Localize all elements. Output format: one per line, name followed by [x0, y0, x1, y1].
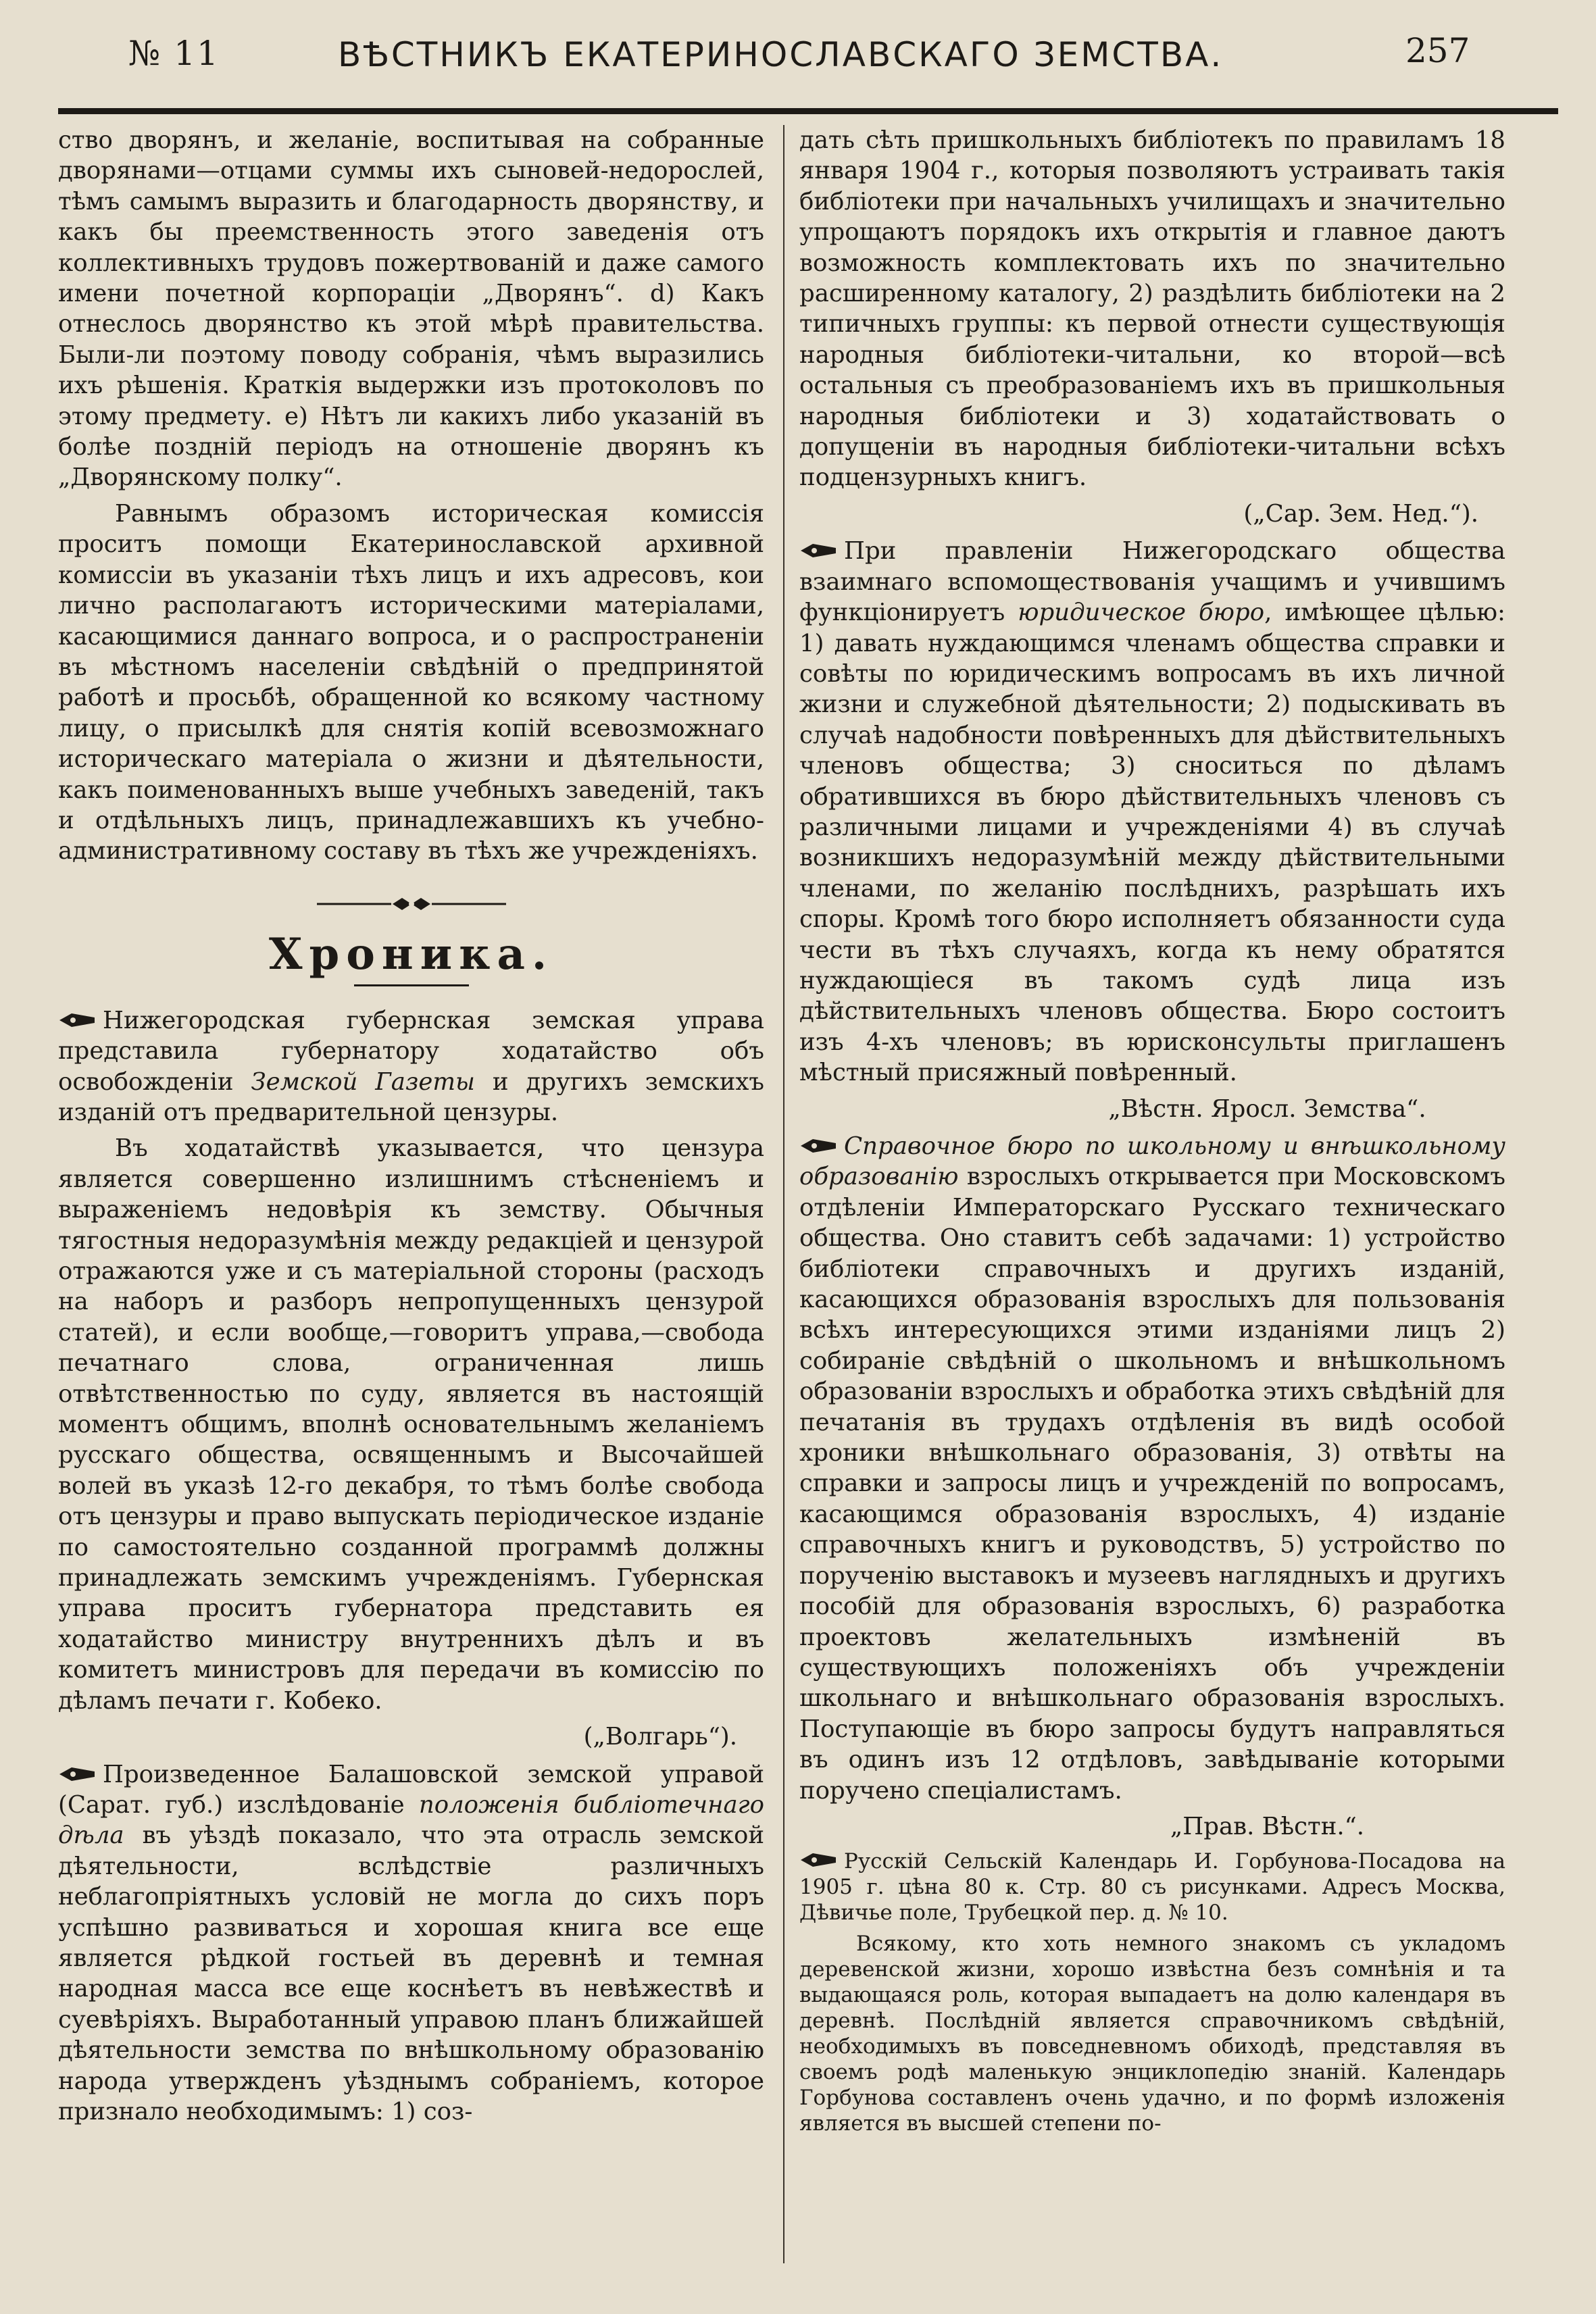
section-title: Хроника.	[268, 928, 554, 980]
pointing-hand-icon	[799, 1851, 837, 1869]
news-item-balashov	[58, 1759, 764, 2128]
news-text: Нижегородская губернская земская управа представила губернатору ходатайство объ освобожденіи	[58, 1006, 764, 1096]
news-text: въ уѣздѣ показало, что эта отрасль земской дѣятельности, вслѣдствіе различныхъ неблагопріятныхъ условій не могла до сихъ поръ успѣшно развиваться и хорошая книга все еще является рѣдкой гостьей въ деревнѣ и темная народная масса все еще коснѣетъ въ невѣжествѣ и суевѣріяхъ. Выработанный управою планъ ближайшей дѣятельности земства по внѣшкольному образованію народа утвержденъ уѣзднымъ собраніемъ, которое признало необходимымъ: 1) соз-	[58, 1821, 764, 2126]
news-emphasis: положенія библіотечнаго дѣла	[58, 1790, 764, 1850]
source-sar-zem-ned: („Сар. Зем. Нед.“).	[1243, 499, 1478, 528]
header-rule	[58, 108, 1558, 114]
calendar-review: Всякому, кто хоть немного знакомъ съ укладомъ деревенской жизни, хорошо извѣстна безъ сомнѣнія и та выдающаяся роль, которая выпадаетъ на долю календаря въ деревнѣ. Послѣдній является справочникомъ свѣдѣній, необходимыхъ въ повседневномъ обиходѣ, представляя въ своемъ родѣ маленькую энциклопедію знаній. Календарь Горбунова составленъ очень удачно, и по формѣ изложенія является въ высшей степени по-	[799, 1932, 1505, 2136]
news-emphasis: Земской Газеты	[251, 1067, 475, 1096]
news-item-nizhny-zemstvo	[58, 1005, 764, 1128]
source-prav-vestn: „Прав. Вѣстн.“.	[1170, 1812, 1365, 1840]
news-text: Произведенное Балашовской земской управой (Сарат. губ.) изслѣдованіе	[58, 1760, 764, 1819]
pointing-hand-icon	[799, 1136, 837, 1155]
issue-number: № 11	[128, 34, 220, 73]
section-title-rule	[354, 984, 469, 986]
journal-title: ВѢСТНИКЪ ЕКАТЕРИНОСЛАВСКАГО ЗЕМСТВА.	[338, 35, 1224, 74]
column-divider	[783, 125, 784, 2263]
news-text: , имѣющее цѣлью: 1) давать нуждающимся членамъ общества справки и совѣты по юридическимъ вопросамъ въ ихъ личной жизни и служебной дѣятельности; 2) подыскивать въ случаѣ надобности повѣренныхъ для дѣйствительныхъ членовъ общества; 3) сноситься по дѣламъ обратившихся въ бюро дѣйствительныхъ членовъ съ различными лицами и учрежденіями 4) въ случаѣ возникшихъ недоразумѣній между дѣйствительными членами, по желанію послѣднихъ, разрѣшать ихъ споры. Кромѣ того бюро исполняетъ обязанности суда чести въ тѣхъ случаяхъ, когда къ нему обратятся нуждающіеся въ такомъ судѣ лица изъ дѣйствительныхъ членовъ общества. Бюро состоитъ изъ 4-хъ членовъ; въ юрисконсульты приглашенъ мѣстный присяжный повѣренный.	[799, 599, 1505, 1087]
source-vestn-yarosl: „Вѣстн. Яросл. Земства“.	[1108, 1095, 1426, 1123]
section-ornament	[58, 894, 764, 914]
news-text: и другихъ земскихъ изданій отъ предварительной цензуры.	[58, 1067, 764, 1126]
left-column	[58, 125, 764, 2270]
pointing-hand-icon	[799, 541, 837, 560]
left-paragraph-2: Равнымъ образомъ историческая комиссія проситъ помощи Екатеринославской архивной комиссіи въ указаніи тѣхъ лицъ и ихъ адресовъ, кои лично располагаютъ историческими матеріалами, касающимися даннаго вопроса, и о распространеніи въ мѣстномъ населеніи свѣдѣній о предпринятой работѣ и просьбѣ, обращенной ко всякому частному лицу, о присылкѣ для снятія копій всевозможнаго историческаго матеріала о жизни и дѣятельности, какъ поименованныхъ выше учебныхъ заведеній, такъ и отдѣльныхъ лицъ, принадлежавшихъ къ учебно-административному составу въ тѣхъ же учрежденіяхъ.	[58, 499, 764, 865]
right-paragraph-1: дать сѣть пришкольныхъ библіотекъ по правиламъ 18 января 1904 г., которыя позволяютъ устраивать такія библіотеки при начальныхъ училищахъ и значительно упрощаютъ порядокъ ихъ открытія и главное даютъ возможность комплектовать ихъ по значительно расширенному каталогу, 2) раздѣлить библіотеки на 2 типичныхъ группы: къ первой отнести существующія народныя библіотеки-читальни, ко второй—всѣ остальныя съ преобразованіемъ ихъ въ пришкольныя народныя библіотеки и 3) ходатайствовать о допущеніи въ народныя библіотеки-читальни всѣхъ подцензурныхъ книгъ.	[799, 126, 1505, 492]
news-emphasis: Справочное бюро по школьному и внѣшкольному образованію	[799, 1132, 1505, 1191]
pointing-hand-icon	[58, 1765, 96, 1784]
news-text: Русскій Сельскій Календарь И. Горбунова-Посадова на 1905 г. цѣна 80 к. Стр. 80 съ рисунками. Адресъ Москва, Дѣвичье поле, Трубецкой пер. д. № 10.	[799, 1849, 1505, 1926]
news-emphasis: юридическое бюро	[1018, 599, 1265, 627]
right-column	[799, 125, 1505, 2270]
news-item-censorship: Въ ходатайствѣ указывается, что цензура является совершенно излишнимъ стѣсненіемъ и выраженіемъ недовѣрія къ земству. Обычныя тягостныя недоразумѣнія между редакціей и цензурой отражаются уже и съ матеріальной стороны (расходъ на наборъ и разборъ непропущенныхъ цензурой статей), и если вообще,—говоритъ управа,—свобода печатнаго слова, ограниченная лишь отвѣтственностью по суду, является въ настоящій моментъ общимъ, вполнѣ основательнымъ желаніемъ русскаго общества, освященнымъ и Высочайшей волей въ указѣ 12-го декабря, то тѣмъ болѣе свобода отъ цензуры и право выпускать періодическое изданіе по самостоятельно созданной программѣ должны принадлежать земскимъ учрежденіямъ. Губернская управа проситъ губернатора представить ея ходатайство министру внутреннихъ дѣлъ и въ комитетъ министровъ для передачи въ комиссію по дѣламъ печати г. Кобеко.	[58, 1134, 764, 1715]
source-volgar: („Волгарь“).	[583, 1723, 737, 1751]
news-item-reference-bureau	[799, 1131, 1505, 1806]
news-text: взрослыхъ открывается при Московскомъ отдѣленіи Императорскаго Русскаго техническаго общества. Оно ставитъ себѣ задачами: 1) устройство библіотеки справочныхъ и другихъ изданій, касающихся образованія взрослыхъ для пользованія всѣхъ интересующихся этими изданіями лицъ 2) собираніе свѣдѣній о школьномъ и внѣшкольномъ образованіи взрослыхъ и обработка этихъ свѣдѣній для печатанія въ трудахъ отдѣленія въ видѣ особой хроники внѣшкольнаго образованія, 3) отвѣты на справки и запросы лицъ и учрежденій по вопросамъ, касающимся образованія взрослыхъ, 4) изданіе справочныхъ книгъ и руководствъ, 5) устройство по порученію выставокъ и музеевъ наглядныхъ и другихъ пособій для образованія взрослыхъ, 6) разработка проектовъ желательныхъ измѣненій въ существующихъ положеніяхъ объ учрежденіи школьнаго и внѣшкольнаго образованія взрослыхъ. Поступающіе въ бюро запросы будутъ направляться въ одинъ изъ 12 отдѣловъ, завѣдываніе которыми поручено спеціалистамъ.	[799, 1163, 1505, 1805]
pointing-hand-icon	[58, 1011, 96, 1030]
page-number: 257	[1405, 31, 1470, 70]
left-paragraph-1: ство дворянъ, и желаніе, воспитывая на собранные дворянами—отцами суммы ихъ сыновей-недорослей, тѣмъ самымъ выразить и благодарность дворянству, и какъ бы преемственность этого заведенія отъ коллективныхъ трудовъ пожертвованій и даже самого имени почетной корпораціи „Дворянъ“. d) Какъ отнеслось дворянство къ этой мѣрѣ правительства. Были-ли поэтому поводу собранія, чѣмъ выразились ихъ рѣшенія. Краткія выдержки изъ протоколовъ по этому предмету. e) Нѣтъ ли какихъ либо указаній въ болѣе поздній періодъ на отношеніе дворянъ къ „Дворянскому полку“.	[58, 126, 764, 492]
ornament-divider-icon	[317, 894, 506, 914]
news-item-calendar	[799, 1848, 1505, 1926]
news-text: При правленіи Нижегородскаго общества взаимнаго вспомоществованія учащимъ и учившимъ функціонируетъ	[799, 537, 1505, 627]
news-item-legal-bureau	[799, 536, 1505, 1088]
